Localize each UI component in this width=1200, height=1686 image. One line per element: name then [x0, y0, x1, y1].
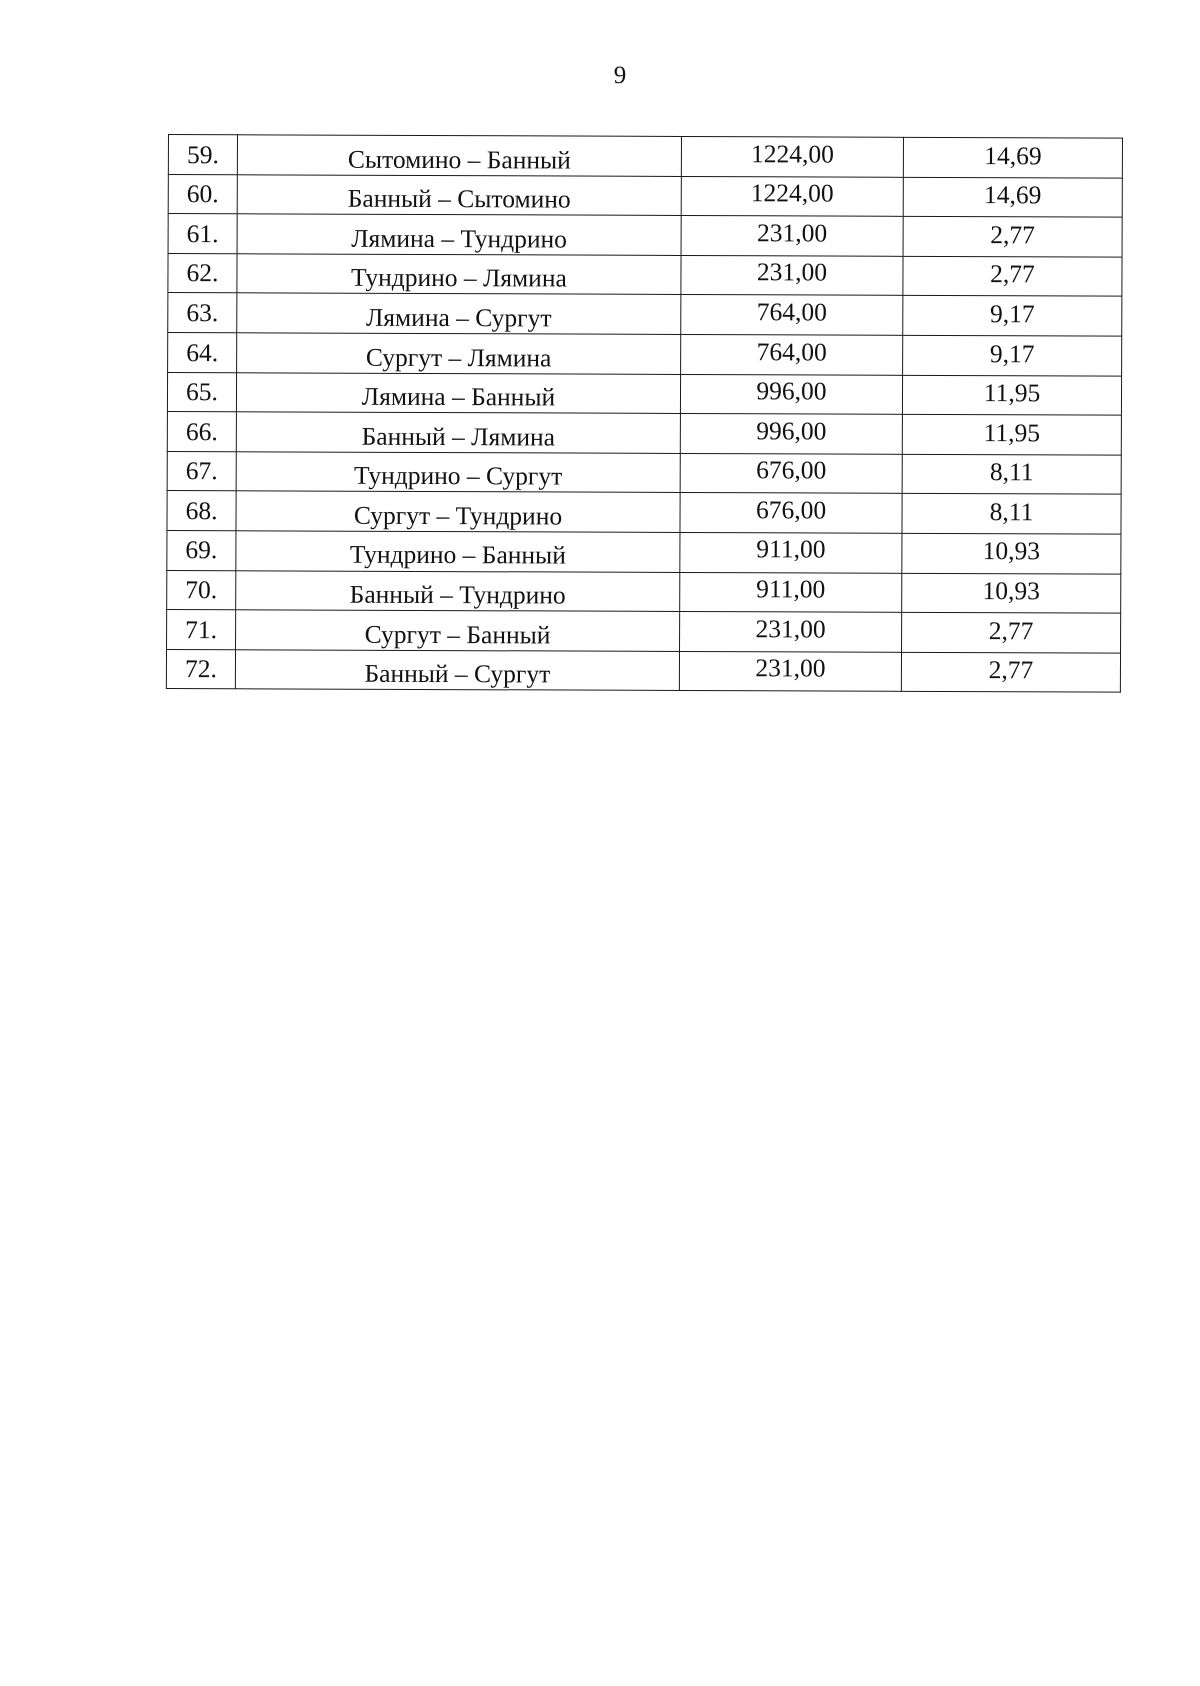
route-cell-text: Банный – Сытомино [347, 183, 571, 214]
route-cell-text: Лямина – Сургут [365, 302, 552, 333]
value2-cell-text: 9,17 [989, 338, 1035, 368]
row-number-cell-text: 66. [185, 416, 218, 446]
value1-cell [680, 612, 902, 652]
table-row [167, 570, 1121, 613]
value1-cell [681, 216, 903, 256]
value1-cell [680, 414, 902, 454]
row-number-cell-text: 71. [185, 614, 218, 644]
value2-cell [903, 217, 1122, 257]
route-cell [235, 649, 679, 690]
value2-cell-text: 2,77 [988, 655, 1034, 685]
table-row [167, 412, 1121, 455]
value1-cell-text: 996,00 [756, 376, 827, 406]
table-row [168, 332, 1122, 375]
row-number-cell [168, 174, 237, 214]
route-cell-text: Тундрино – Банный [349, 540, 566, 571]
row-number-cell [167, 412, 236, 452]
value1-cell-text: 764,00 [756, 297, 827, 327]
row-number-cell [166, 649, 235, 689]
row-number-cell [168, 253, 237, 293]
route-cell-text: Сургут – Тундрино [353, 500, 563, 531]
value1-cell [681, 255, 903, 295]
value1-cell [680, 493, 902, 533]
route-cell [236, 372, 680, 413]
table-row [168, 214, 1122, 257]
value1-cell-text: 764,00 [756, 336, 827, 367]
value1-cell-text: 676,00 [755, 495, 827, 525]
value2-cell-text: 14,69 [984, 180, 1042, 210]
row-number-cell [168, 135, 237, 175]
row-number-cell-text: 62. [186, 258, 219, 288]
value2-cell-text: 8,11 [989, 497, 1034, 527]
value1-cell [681, 176, 903, 216]
value1-cell-text: 231,00 [757, 217, 828, 248]
route-cell-text: Тундрино – Лямина [351, 263, 567, 293]
row-number-cell-text: 61. [186, 218, 219, 248]
route-cell-text: Банный – Сургут [364, 659, 551, 689]
route-cell-text: Сургут – Лямина [365, 342, 552, 372]
value1-cell [681, 295, 903, 335]
value2-cell [902, 533, 1121, 573]
route-cell [236, 531, 680, 572]
value1-cell [680, 453, 902, 493]
value2-cell [902, 414, 1121, 454]
value2-cell [903, 177, 1122, 217]
row-number-cell-text: 60. [186, 179, 219, 209]
value1-cell-text: 231,00 [755, 613, 826, 644]
value2-cell-text: 9,17 [989, 299, 1035, 329]
value1-cell-text: 231,00 [755, 653, 826, 683]
value1-cell-text: 911,00 [756, 534, 826, 565]
route-cell [236, 570, 680, 611]
value2-cell [902, 494, 1121, 534]
row-number-cell [167, 451, 236, 491]
value2-cell-text: 8,11 [989, 457, 1034, 487]
value1-cell [681, 334, 903, 374]
row-number-cell [168, 293, 237, 333]
value2-cell [902, 454, 1121, 494]
value1-cell [679, 651, 901, 691]
row-number-cell-text: 72. [184, 654, 217, 684]
value2-cell-text: 11,95 [983, 378, 1041, 408]
route-cell [237, 135, 681, 176]
value2-cell-text: 2,77 [990, 219, 1035, 250]
value1-cell-text: 1224,00 [750, 178, 834, 208]
value2-cell-text: 14,69 [984, 140, 1042, 170]
value2-cell-text: 11,95 [983, 417, 1041, 448]
route-cell [237, 293, 681, 334]
table-row [167, 610, 1121, 653]
route-cell-text: Сытомино – Банный [347, 144, 571, 175]
route-cell-text: Банный – Тундрино [349, 579, 566, 610]
value1-cell [680, 374, 902, 414]
value2-cell [903, 137, 1122, 177]
row-number-cell-text: 67. [185, 456, 218, 486]
table-row [168, 135, 1122, 178]
value2-cell [903, 256, 1122, 296]
row-number-cell [167, 530, 236, 570]
route-cell-text: Сургут – Банный [364, 619, 551, 650]
route-cell [236, 412, 680, 453]
row-number-cell [167, 610, 236, 650]
routes-table [166, 134, 1123, 693]
table-row [168, 293, 1122, 336]
route-cell [236, 610, 680, 651]
value2-cell [902, 375, 1121, 415]
value1-cell [680, 532, 902, 572]
row-number-cell-text: 68. [185, 495, 218, 526]
row-number-cell [167, 372, 236, 412]
table-row [167, 530, 1121, 573]
value2-cell [902, 612, 1121, 652]
routes-table-body [166, 135, 1122, 693]
table-row [167, 491, 1121, 534]
routes-table-container [166, 134, 1122, 693]
row-number-cell [167, 491, 236, 531]
row-number-cell [167, 570, 236, 610]
table-row [168, 174, 1122, 217]
table-row [167, 372, 1121, 415]
value2-cell-text: 2,77 [990, 259, 1035, 289]
row-number-cell-text: 69. [185, 535, 218, 565]
route-cell [237, 214, 681, 255]
route-cell [237, 333, 681, 374]
route-cell-text: Банный – Лямина [361, 421, 556, 452]
page-number: 9 [613, 62, 627, 89]
table-row [167, 451, 1121, 494]
value1-cell-text: 676,00 [756, 455, 827, 485]
route-cell [237, 174, 681, 215]
value1-cell-text: 231,00 [756, 257, 828, 287]
value2-cell [903, 335, 1122, 375]
value2-cell [902, 573, 1121, 613]
route-cell [237, 254, 681, 295]
route-cell-text: Лямина – Банный [361, 381, 556, 412]
row-number-cell [168, 332, 237, 372]
value2-cell-text: 10,93 [982, 536, 1041, 566]
row-number-cell [168, 214, 237, 254]
value2-cell [901, 652, 1120, 692]
route-cell [236, 491, 680, 532]
table-row [166, 649, 1120, 692]
row-number-cell-text: 65. [186, 377, 219, 407]
value1-cell-text: 1224,00 [750, 138, 834, 169]
value2-cell [903, 296, 1122, 336]
row-number-cell-text: 70. [185, 575, 218, 605]
value1-cell [680, 572, 902, 612]
value1-cell-text: 911,00 [756, 574, 826, 604]
table-row [168, 253, 1122, 296]
value2-cell-text: 10,93 [982, 576, 1040, 606]
row-number-cell-text: 63. [186, 297, 219, 328]
route-cell [236, 452, 680, 493]
route-cell-text: Тундрино – Сургут [354, 461, 563, 491]
value1-cell-text: 996,00 [756, 415, 827, 446]
route-cell-text: Лямина – Тундрино [351, 223, 568, 254]
value1-cell [681, 136, 903, 176]
value2-cell-text: 2,77 [988, 615, 1034, 645]
row-number-cell-text: 59. [186, 139, 219, 169]
row-number-cell-text: 64. [186, 337, 219, 367]
